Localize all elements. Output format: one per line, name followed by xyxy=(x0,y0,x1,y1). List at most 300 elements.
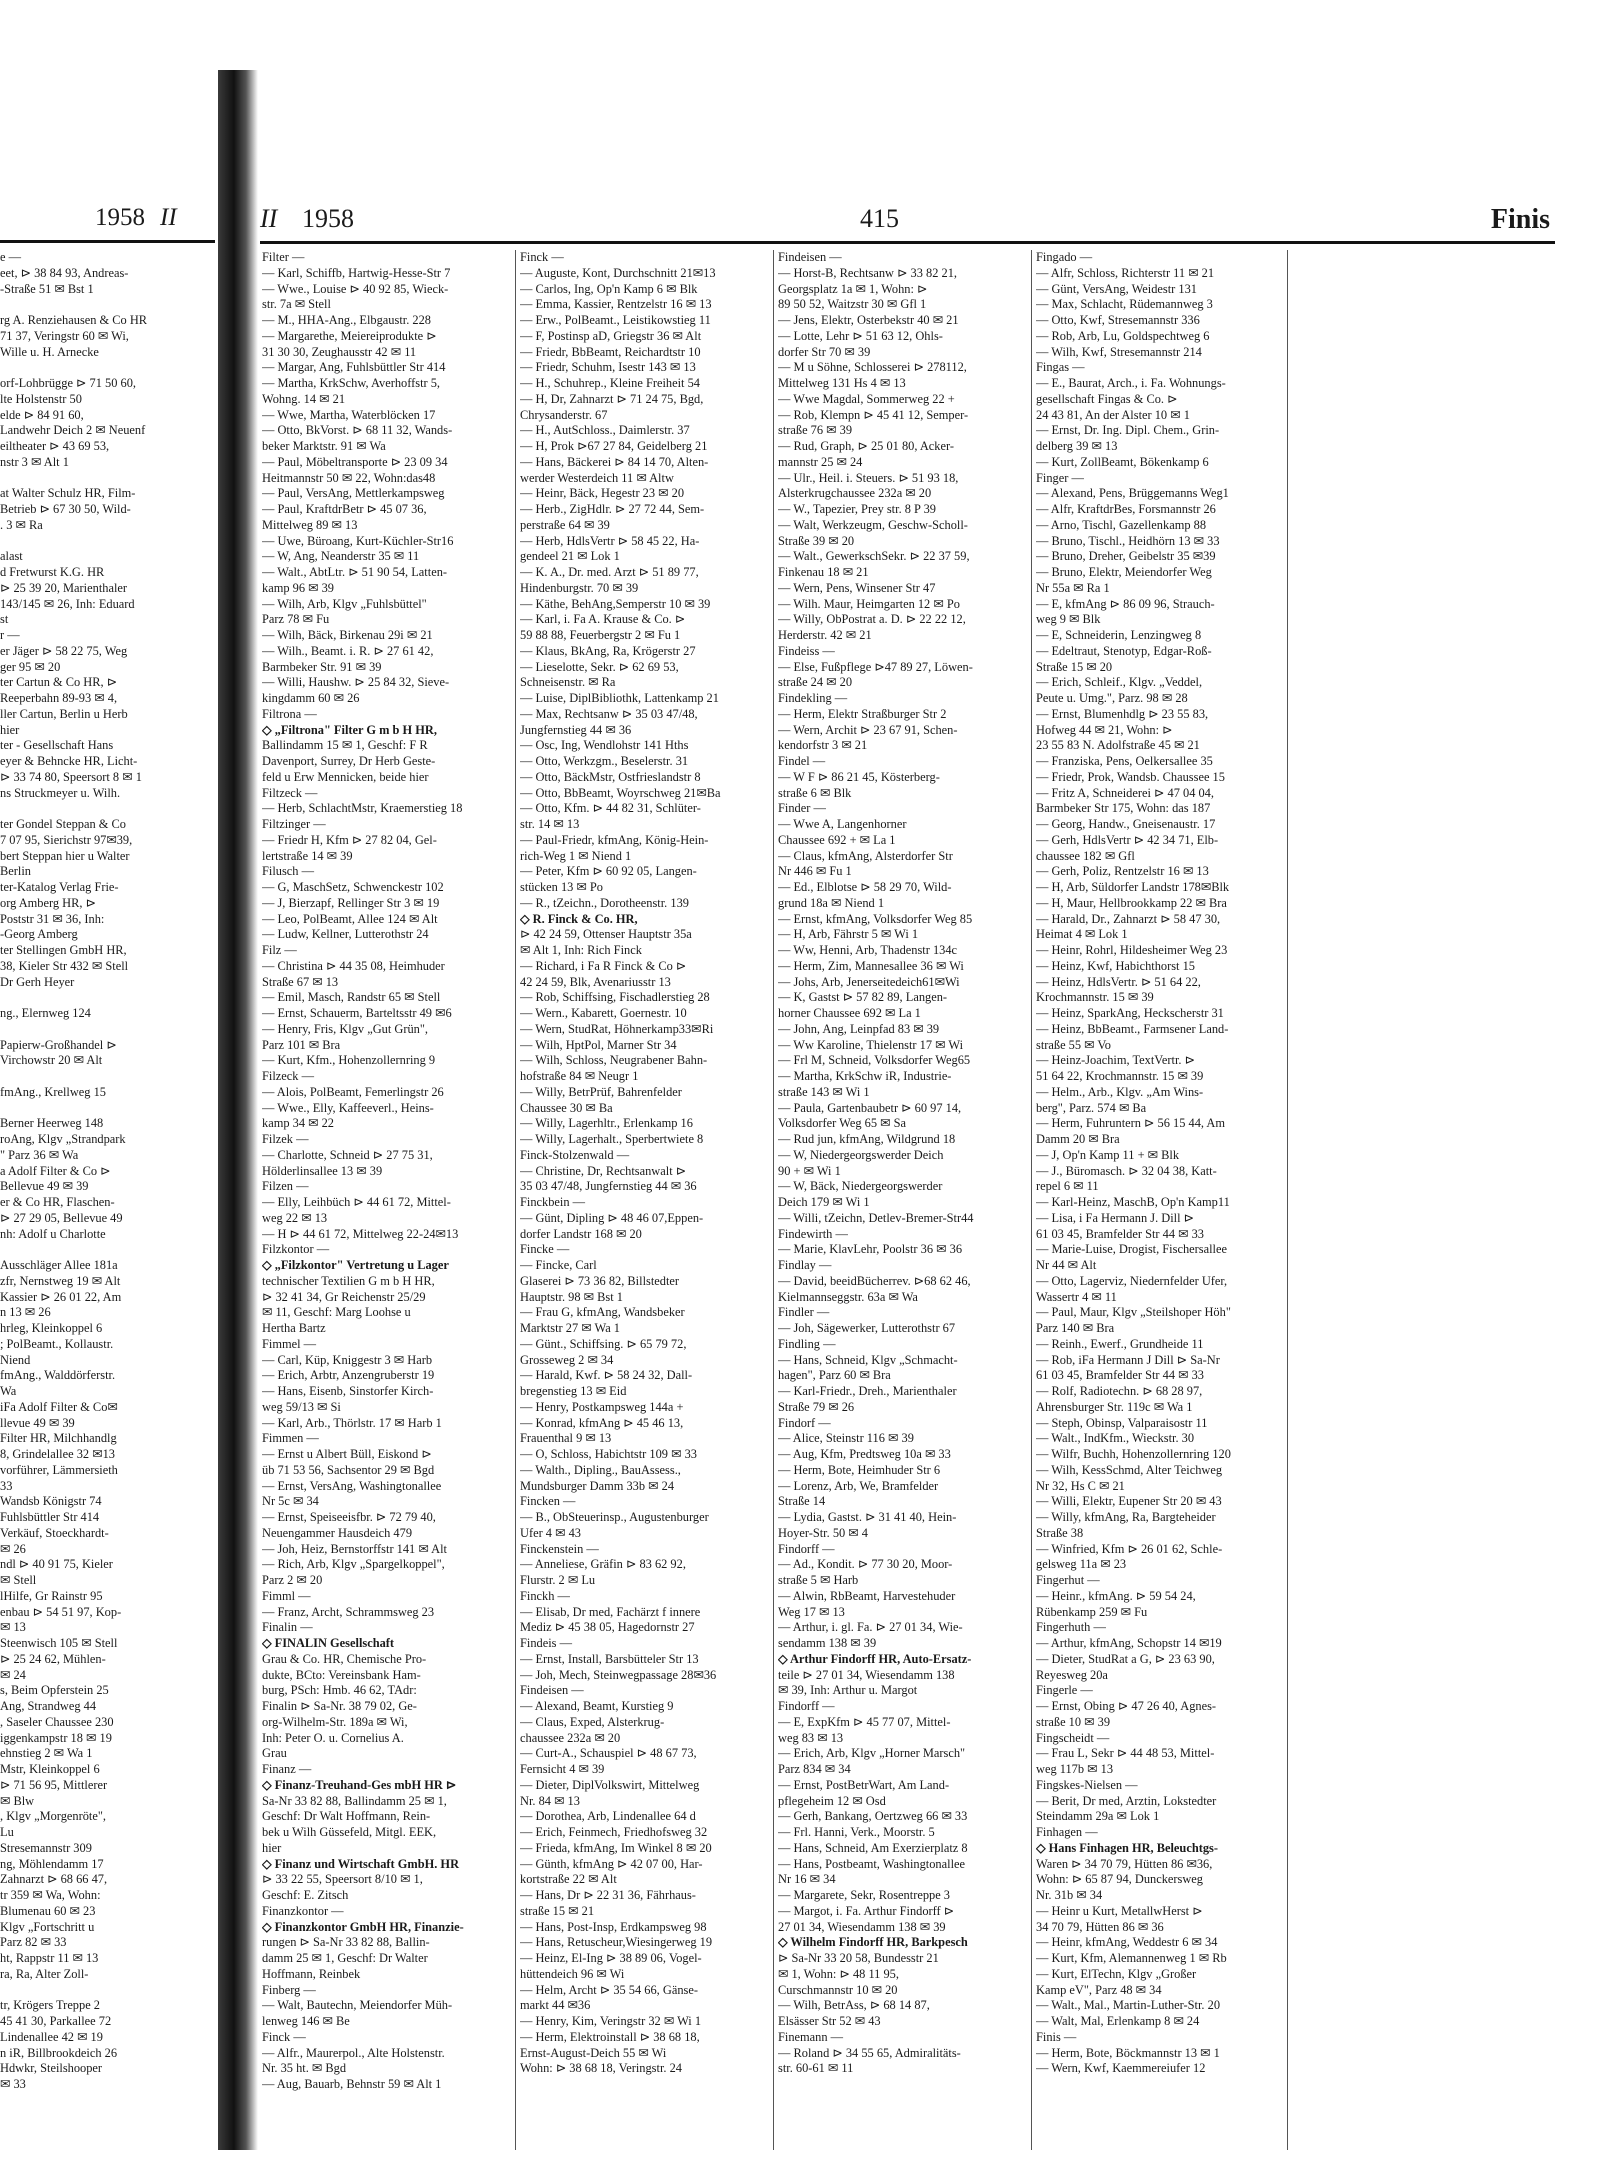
surname-heading: Fimmen — xyxy=(262,1431,319,1446)
directory-entry-line: — Auguste, Kont, Durchschnitt 21✉13 xyxy=(520,265,716,280)
left-page-line: Stresemannstr 309 xyxy=(0,1840,92,1855)
surname-heading: Findekling — xyxy=(778,691,848,705)
directory-entry-line: Herderstr. 42 ✉ 21 xyxy=(778,628,872,642)
directory-entry-line: — Ulr., Heil. i. Steuers. ⊳ 51 93 18, xyxy=(778,470,959,485)
left-page-line: Ang, Strandweg 44 xyxy=(0,1699,97,1713)
left-page-line: Lindenallee 42 ✉ 19 xyxy=(0,2029,103,2044)
directory-entry-line: Wohn: ⊳ 38 68 18, Veringstr. 24 xyxy=(520,2061,682,2076)
directory-entry-line: ◇ FINALIN Gesellschaft xyxy=(262,1636,395,1650)
directory-entry-line: — Wern, StudRat, Höhnerkamp33✉Ri xyxy=(520,1021,714,1036)
directory-entry-line: Hoffmann, Reinbek xyxy=(262,1966,361,1981)
directory-entry-line: rich-Weg 1 ✉ Niend 1 xyxy=(520,848,632,863)
left-page-line: ng, Möhlendamm 17 xyxy=(0,1856,104,1871)
left-page-line: ✉ 24 xyxy=(0,1667,26,1682)
left-page-line: Wille u. H. Arnecke xyxy=(0,344,99,359)
left-page-line: enbau ⊳ 54 51 97, Kop- xyxy=(0,1604,122,1619)
directory-entry-line: — Joh, Sägewerker, Lutterothstr 67 xyxy=(778,1321,956,1335)
directory-entry-line: — Max, Schlacht, Rüdemannweg 3 xyxy=(1036,297,1213,312)
directory-entry-line: Nr 5c ✉ 34 xyxy=(262,1494,319,1509)
left-page-line: tr 359 ✉ Wa, Wohn: xyxy=(0,1888,101,1902)
directory-entry-line: — H., AutSchloss., Daimlerstr. 37 xyxy=(520,423,690,438)
directory-entry-line: stücken 13 ✉ Po xyxy=(520,880,604,894)
directory-entry-line: weg 59/13 ✉ Si xyxy=(262,1399,341,1414)
left-page-line: Niend xyxy=(0,1352,31,1367)
directory-entry-line: — Martha, KrkSchw iR, Industrie- xyxy=(778,1069,952,1083)
directory-entry-line: — Alfr, KraftdrBes, Forsmannstr 26 xyxy=(1036,502,1216,516)
surname-heading: Filter — xyxy=(262,250,305,264)
directory-entry-line: Heimat 4 ✉ Lok 1 xyxy=(1036,927,1128,942)
directory-entry-line: lertstraße 14 ✉ 39 xyxy=(262,848,353,863)
directory-entry-line: Elsässer Str 52 ✉ 43 xyxy=(778,2014,881,2028)
left-page-line xyxy=(0,1983,215,1999)
directory-entry-line: ◇ „Filzkontor" Vertretung u Lager xyxy=(262,1258,449,1272)
directory-entry-line: — Frl M, Schneid, Volksdorfer Weg65 xyxy=(778,1053,971,1068)
directory-entry-line: — Alexand, Beamt, Kurstieg 9 xyxy=(520,1699,674,1713)
directory-entry-line: — Friedr, BbBeamt, Reichardtstr 10 xyxy=(520,344,701,359)
directory-entry-line: kingdamm 60 ✉ 26 xyxy=(262,691,360,705)
directory-entry-line: Flurstr. 2 ✉ Lu xyxy=(520,1573,596,1587)
directory-entry-line: — Otto, BkVorst. ⊳ 68 11 32, Wands- xyxy=(262,423,453,438)
left-page-line: ter-Katalog Verlag Frie- xyxy=(0,880,119,894)
left-page-line: ter Cartun & Co HR, ⊳ xyxy=(0,675,118,690)
directory-entry-line: — Herm, Elektroinstall ⊳ 38 68 18, xyxy=(520,2029,700,2044)
directory-entry-line: — Lydia, Gastst. ⊳ 31 41 40, Hein- xyxy=(778,1510,957,1524)
directory-entry-line: — Alfr, Schloss, Richterstr 11 ✉ 21 xyxy=(1036,265,1215,280)
directory-entry-line: üb 71 53 56, Sachsentor 29 ✉ Bgd xyxy=(262,1462,435,1477)
directory-entry-line: mannstr 25 ✉ 24 xyxy=(778,454,863,469)
left-page-line: Bellevue 49 ✉ 39 xyxy=(0,1179,89,1194)
directory-entry-line: — Wern, Archit ⊳ 23 67 91, Schen- xyxy=(778,722,958,737)
directory-entry-line: — Wern, Pens, Winsener Str 47 xyxy=(778,580,936,595)
directory-entry-line: — Rob, Schiffsing, Fischadlerstieg 28 xyxy=(520,990,710,1005)
surname-heading: Findlay — xyxy=(778,1258,832,1272)
directory-entry-line: Ufer 4 ✉ 43 xyxy=(520,1525,581,1540)
directory-entry-line: Nr 44 ✉ Alt xyxy=(1036,1258,1097,1272)
directory-entry-line: Parz 78 ✉ Fu xyxy=(262,612,330,627)
surname-heading: Filzek — xyxy=(262,1132,309,1146)
directory-entry-line: Mittelweg 131 Hs 4 ✉ 13 xyxy=(778,376,906,390)
directory-entry-line: — Wilh. Maur, Heimgarten 12 ✉ Po xyxy=(778,596,960,611)
surname-heading: Fingscheidt — xyxy=(1036,1730,1110,1745)
directory-entry-line: — Dorothea, Arb, Lindenallee 64 d xyxy=(520,1809,696,1824)
directory-entry-line: — H, Arb, Süldorfer Landstr 178✉Blk xyxy=(1036,880,1230,894)
directory-entry-line: — Ernst u Albert Büll, Eiskond ⊳ xyxy=(262,1447,432,1461)
directory-entry-line: 23 55 83 N. Adolfstraße 45 ✉ 21 xyxy=(1036,738,1200,753)
directory-entry-line: — Erich, Arbtr, Anzengruberstr 19 xyxy=(262,1368,435,1383)
directory-entry-line: — Ernst, VersAng, Washingtonallee xyxy=(262,1478,442,1493)
directory-entry-line: — Karl-Heinz, MaschB, Op'n Kamp11 xyxy=(1036,1195,1230,1209)
directory-entry-line: — Hans, Post-Insp, Erdkampsweg 98 xyxy=(520,1919,707,1934)
directory-entry-line: — Walt, Bautechn, Meiendorfer Müh- xyxy=(262,1998,453,2013)
directory-entry-line: Mittelweg 89 ✉ 13 xyxy=(262,517,358,532)
left-header-rule xyxy=(0,240,215,243)
directory-entry-line: Wohn: ⊳ 65 87 94, Dunckersweg xyxy=(1036,1872,1203,1887)
directory-entry-line: — Joh, Mech, Steinwegpassage 28✉36 xyxy=(520,1667,717,1682)
directory-column-3 xyxy=(778,250,1028,2077)
directory-entry-line: — Emma, Kassier, Rentzelstr 16 ✉ 13 xyxy=(520,297,712,312)
surname-heading: Filzeck — xyxy=(262,1069,314,1083)
directory-entry-line: Geschf: Dr Walt Hoffmann, Rein- xyxy=(262,1809,431,1824)
left-page-line: a Adolf Filter & Co ⊳ xyxy=(0,1163,111,1178)
directory-entry-line: ⊳ 32 41 34, Gr Reichenstr 25/29 xyxy=(262,1289,426,1304)
left-page-line: ✉ Stell xyxy=(0,1573,37,1587)
left-page-line: tr, Krögers Treppe 2 xyxy=(0,1998,100,2013)
directory-entry-line: — Willy, ObPostrat a. D. ⊳ 22 22 12, xyxy=(778,612,966,627)
directory-entry-line: — Willy, kfmAng, Ra, Bargteheider xyxy=(1036,1510,1216,1524)
left-page-line: er Jäger ⊳ 58 22 75, Weg xyxy=(0,643,128,658)
directory-entry-line: — Paula, Gartenbaubetr ⊳ 60 97 14, xyxy=(778,1100,962,1115)
directory-entry-line: — Georg, Handw., Gneisenaustr. 17 xyxy=(1036,817,1216,831)
directory-entry-line: werder Westerdeich 11 ✉ Altw xyxy=(520,470,674,485)
left-page-line: Filter HR, Milchhandlg xyxy=(0,1431,117,1446)
directory-entry-line: — W., Tapezier, Prey str. 8 P 39 xyxy=(778,502,936,516)
directory-entry-line: kamp 96 ✉ 39 xyxy=(262,580,334,595)
directory-entry-line: — Margot, i. Fa. Arthur Findorff ⊳ xyxy=(778,1903,955,1918)
left-page-line: Lu xyxy=(0,1825,14,1839)
directory-entry-line: — Wwe., Elly, Kaffeeverl., Heins- xyxy=(262,1100,434,1115)
left-page-line: ⊳ 71 56 95, Mittlerer xyxy=(0,1777,108,1792)
directory-entry-line: Nr 446 ✉ Fu 1 xyxy=(778,864,852,879)
left-page-line: Blumenau 60 ✉ 23 xyxy=(0,1903,96,1918)
left-page-line xyxy=(0,1101,215,1117)
directory-entry-line: — Margar, Ang, Fuhlsbüttler Str 414 xyxy=(262,360,446,375)
directory-entry-line: straße 76 ✉ 39 xyxy=(778,423,853,438)
directory-entry-line: 59 88 88, Feuerbergstr 2 ✉ Fu 1 xyxy=(520,628,681,642)
surname-heading: Findeis — xyxy=(520,1636,572,1650)
surname-heading: Fingskes-Nielsen — xyxy=(1036,1777,1138,1792)
directory-entry-line: — Walt, Mal, Erlenkamp 8 ✉ 24 xyxy=(1036,2014,1200,2028)
left-page-header xyxy=(0,200,215,240)
directory-entry-line: — Wwe., Louise ⊳ 40 92 85, Wieck- xyxy=(262,281,449,296)
left-page-line: ✉ 13 xyxy=(0,1620,26,1635)
directory-entry-line: Glaserei ⊳ 73 36 82, Billstedter xyxy=(520,1273,680,1288)
directory-entry-line: — Curt-A., Schauspiel ⊳ 48 67 73, xyxy=(520,1746,697,1761)
left-page-line xyxy=(0,297,215,313)
left-page-line: elde ⊳ 84 91 60, xyxy=(0,407,84,422)
directory-entry-line: delberg 39 ✉ 13 xyxy=(1036,439,1118,453)
directory-entry-line: straße 10 ✉ 39 xyxy=(1036,1714,1111,1729)
directory-entry-line: 61 03 45, Bramfelder Str 44 ✉ 33 xyxy=(1036,1226,1204,1241)
directory-entry-line: lenweg 146 ✉ Be xyxy=(262,2014,350,2028)
directory-entry-line: — Friedr H, Kfm ⊳ 27 82 04, Gel- xyxy=(262,832,437,847)
directory-entry-line: — Heinz, SparkAng, Heckscherstr 31 xyxy=(1036,1006,1224,1020)
directory-entry-line: — Gerh, Poliz, Rentzelstr 16 ✉ 13 xyxy=(1036,864,1209,879)
directory-entry-line: — Rob, iFa Hermann J Dill ⊳ Sa-Nr xyxy=(1036,1352,1220,1367)
surname-heading: Findorff — xyxy=(778,1699,835,1713)
surname-heading: Fingerhuth — xyxy=(1036,1620,1106,1635)
left-page-line: Parz 82 ✉ 33 xyxy=(0,1935,67,1950)
column-divider xyxy=(1031,250,1032,2150)
left-page-line: Fuhlsbüttler Str 414 xyxy=(0,1510,100,1524)
directory-entry-line: burg, PSch: Hmb. 46 62, TAdr: xyxy=(262,1683,417,1698)
directory-entry-line: hüttendeich 96 ✉ Wi xyxy=(520,1966,625,1981)
directory-entry-line: — Luise, DiplBibliothk, Lattenkamp 21 xyxy=(520,691,719,705)
surname-heading: Findorf — xyxy=(778,1415,831,1430)
directory-entry-line: — Rolf, Radiotechn. ⊳ 68 28 97, xyxy=(1036,1384,1203,1398)
directory-entry-line: — Kurt, ZollBeamt, Bökenkamp 6 xyxy=(1036,454,1209,469)
directory-entry-line: — Wern, Kwf, Kaemmereiufer 12 xyxy=(1036,2061,1206,2076)
left-page-line: 45 41 30, Parkallee 72 xyxy=(0,2014,112,2028)
directory-entry-line: Nr. 84 ✉ 13 xyxy=(520,1793,580,1808)
directory-entry-line: horner Chaussee 692 ✉ La 1 xyxy=(778,1006,921,1020)
directory-entry-line: Georgsplatz 1a ✉ 1, Wohn: ⊳ xyxy=(778,281,928,296)
left-page-line: hier xyxy=(0,722,20,737)
directory-entry-line: — Käthe, BehAng,Semperstr 10 ✉ 39 xyxy=(520,596,711,611)
directory-entry-line: — Otto, Werkzgm., Beselerstr. 31 xyxy=(520,754,689,768)
directory-entry-line: Hindenburgstr. 70 ✉ 39 xyxy=(520,580,639,595)
directory-entry-line: — K, Gastst ⊳ 57 82 89, Langen- xyxy=(778,990,948,1005)
surname-heading: Filtzinger — xyxy=(262,817,326,831)
surname-heading: Findeiss — xyxy=(778,643,835,658)
book-gutter xyxy=(218,70,258,2150)
directory-entry-line: — Steph, Obinsp, Valparaisostr 11 xyxy=(1036,1415,1208,1430)
directory-entry-line: ◇ „Filtrona" Filter G m b H HR, xyxy=(262,722,437,737)
directory-entry-line: — Walt., Mal., Martin-Luther-Str. 20 xyxy=(1036,1998,1221,2013)
surname-heading: Findorff — xyxy=(778,1541,835,1556)
left-page-line: ter Gondel Steppan & Co xyxy=(0,817,126,831)
directory-entry-line: dorfer Landstr 168 ✉ 20 xyxy=(520,1226,642,1241)
directory-entry-line: beker Marktstr. 91 ✉ Wa xyxy=(262,439,386,453)
directory-entry-line: Grau & Co. HR, Chemische Pro- xyxy=(262,1651,427,1666)
directory-entry-line: — Edeltraut, Stenotyp, Edgar-Roß- xyxy=(1036,643,1212,658)
directory-entry-line: — Karl, i. Fa A. Krause & Co. ⊳ xyxy=(520,612,686,627)
directory-entry-line: ◇ Finanz-Treuhand-Ges mbH HR ⊳ xyxy=(262,1777,457,1792)
directory-entry-line: straße 15 ✉ 21 xyxy=(520,1903,595,1918)
directory-entry-line: — Heinz, Kwf, Habichthorst 15 xyxy=(1036,958,1195,973)
directory-entry-line: — Leo, PolBeamt, Allee 124 ✉ Alt xyxy=(262,911,438,926)
directory-entry-line: — Rud, Graph, ⊳ 25 01 80, Acker- xyxy=(778,439,955,453)
directory-entry-line: Heitmannstr 50 ✉ 22, Wohn:das48 xyxy=(262,470,436,485)
directory-entry-line: Ballindamm 15 ✉ 1, Geschf: F R xyxy=(262,738,428,753)
directory-entry-line: Alsterkrugchaussee 232a ✉ 20 xyxy=(778,486,932,501)
directory-entry-line: — Ernst, Obing ⊳ 47 26 40, Agnes- xyxy=(1036,1699,1217,1713)
directory-entry-line: Krochmannstr. 15 ✉ 39 xyxy=(1036,990,1154,1005)
directory-column-1 xyxy=(262,250,512,2093)
directory-entry-line: Rübenkamp 259 ✉ Fu xyxy=(1036,1604,1148,1619)
left-page-line: er & Co HR, Flaschen- xyxy=(0,1195,115,1209)
directory-entry-line: — Carlos, Ing, Op'n Kamp 6 ✉ Blk xyxy=(520,281,698,296)
directory-entry-line: — Reinh., Ewerf., Grundheide 11 xyxy=(1036,1336,1204,1351)
left-page-line: llevue 49 ✉ 39 xyxy=(0,1415,75,1430)
directory-entry-line: — Herb, SchlachtMstr, Kraemerstieg 18 xyxy=(262,801,463,816)
surname-heading: Finalin — xyxy=(262,1620,313,1635)
directory-entry-line: — M u Söhne, Schlosserei ⊳ 278112, xyxy=(778,360,967,375)
directory-entry-line: — Paul, KraftdrBetr ⊳ 45 07 36, xyxy=(262,502,427,516)
directory-entry-line: — Henry, Kim, Veringstr 32 ✉ Wi 1 xyxy=(520,2014,702,2028)
directory-entry-line: markt 44 ✉36 xyxy=(520,1998,591,2013)
directory-entry-line: Parz 834 ✉ 34 xyxy=(778,1762,851,1776)
directory-entry-line: — Kurt, ElTechn, Klgv „Großer xyxy=(1036,1966,1197,1981)
directory-entry-line: — J., Büromasch. ⊳ 32 04 38, Katt- xyxy=(1036,1163,1217,1178)
directory-entry-line: dorfer Str 70 ✉ 39 xyxy=(778,344,871,359)
directory-entry-line: — Wilh, BetrAss, ⊳ 68 14 87, xyxy=(778,1998,930,2013)
directory-entry-line: — Kurt, Kfm, Alemannenweg 1 ✉ Rb xyxy=(1036,1951,1227,1965)
left-page-column xyxy=(0,250,215,2093)
directory-entry-line: — Herb, HdlsVertr ⊳ 58 45 22, Ha- xyxy=(520,533,700,548)
directory-entry-line: — H, Arb, Fährstr 5 ✉ Wi 1 xyxy=(778,927,919,942)
directory-entry-line: — Bruno, Elektr, Meiendorfer Weg xyxy=(1036,565,1212,579)
left-page-line: iggenkampstr 18 ✉ 19 xyxy=(0,1730,112,1745)
directory-entry-line: — Ernst, Dr. Ing. Dipl. Chem., Grin- xyxy=(1036,423,1220,438)
directory-entry-line: — Otto, BäckMstr, Ostfrieslandstr 8 xyxy=(520,769,701,784)
directory-entry-line: ⊳ 33 22 55, Speersort 8/10 ✉ 1, xyxy=(262,1872,423,1887)
directory-entry-line: Chaussee 30 ✉ Ba xyxy=(520,1100,613,1115)
directory-entry-line: 27 01 34, Wiesendamm 138 ✉ 39 xyxy=(778,1919,946,1934)
directory-entry-line: straße 6 ✉ Blk xyxy=(778,785,852,800)
left-page-line: lHilfe, Gr Rainstr 95 xyxy=(0,1588,103,1603)
directory-entry-line: 51 64 22, Krochmannstr. 15 ✉ 39 xyxy=(1036,1069,1204,1083)
directory-entry-line: — W, Bäck, Niedergeorgswerder xyxy=(778,1179,943,1194)
surname-heading: Filz — xyxy=(262,943,297,957)
directory-entry-line: — Alice, Steinstr 116 ✉ 39 xyxy=(778,1431,914,1446)
directory-entry-line: Straße 14 xyxy=(778,1494,826,1509)
directory-entry-line: Nr. 31b ✉ 34 xyxy=(1036,1888,1103,1902)
directory-entry-line: — Fincke, Carl xyxy=(520,1258,597,1272)
directory-entry-line: Mundsburger Damm 33b ✉ 24 xyxy=(520,1478,675,1493)
directory-entry-line: Curschmannstr 10 ✉ 20 xyxy=(778,1982,898,1997)
directory-entry-line: — Harald, Kwf. ⊳ 58 24 32, Dall- xyxy=(520,1368,693,1383)
directory-entry-line: Finalin ⊳ Sa-Nr. 38 79 02, Ge- xyxy=(262,1699,417,1713)
directory-entry-line: — Marie-Luise, Drogist, Fischersallee xyxy=(1036,1242,1227,1257)
surname-heading: Findewirth — xyxy=(778,1226,848,1241)
directory-entry-line: kamp 34 ✉ 22 xyxy=(262,1116,334,1131)
directory-entry-line: — Heinr, Bäck, Hegestr 23 ✉ 20 xyxy=(520,486,685,501)
page-number: 415 xyxy=(860,204,899,233)
directory-entry-line: str. 14 ✉ 13 xyxy=(520,817,580,831)
directory-entry-line: bek u Wilh Güssefeld, Mitgl. EEK, xyxy=(262,1825,437,1839)
directory-entry-line: — Gerh, Bankang, Oertzweg 66 ✉ 33 xyxy=(778,1809,968,1824)
surname-heading: Fincken — xyxy=(520,1494,576,1509)
directory-entry-line: — Ernst, Install, Barsbütteler Str 13 xyxy=(520,1651,699,1666)
directory-entry-line: Straße 15 ✉ 20 xyxy=(1036,659,1113,674)
page-header xyxy=(260,200,1560,240)
directory-entry-line: Wassertr 4 ✉ 11 xyxy=(1036,1289,1117,1304)
left-page-line: fmAng., Walddörferstr. xyxy=(0,1368,116,1383)
surname-heading: Findler — xyxy=(778,1305,830,1320)
directory-entry-line: — Heinz, El-Ing ⊳ 38 89 06, Vogel- xyxy=(520,1951,702,1965)
directory-entry-line: ◇ R. Finck & Co. HR, xyxy=(520,911,638,926)
directory-entry-line: — Erw., PolBeamt., Leistikowstieg 11 xyxy=(520,313,711,327)
directory-entry-line: — Arthur, i. gl. Fa. ⊳ 27 01 34, Wie- xyxy=(778,1620,963,1635)
directory-entry-line: Jungfernstieg 44 ✉ 36 xyxy=(520,722,632,737)
directory-entry-line: — Willi, tZeichn, Detlev-Bremer-Str44 xyxy=(778,1210,974,1225)
directory-entry-line: Parz 140 ✉ Bra xyxy=(1036,1321,1115,1335)
directory-entry-line: — Herm, Elektr Straßburger Str 2 xyxy=(778,706,947,721)
directory-entry-line: org-Wilhelm-Str. 189a ✉ Wi, xyxy=(262,1714,408,1729)
directory-entry-line: — Roland ⊳ 34 55 65, Admiralitäts- xyxy=(778,2045,961,2060)
directory-entry-line: — K. A., Dr. med. Arzt ⊳ 51 89 77, xyxy=(520,565,699,579)
directory-entry-line: Weg 17 ✉ 13 xyxy=(778,1604,845,1619)
left-page-line: r — xyxy=(0,628,20,642)
surname-heading: Findeisen — xyxy=(778,250,842,264)
directory-entry-line: — Klaus, BkAng, Ra, Krögerstr 27 xyxy=(520,643,696,658)
surname-heading: Filzen — xyxy=(262,1179,309,1194)
left-page-line xyxy=(0,360,215,376)
directory-entry-line: Inh: Peter O. u. Cornelius A. xyxy=(262,1730,404,1745)
directory-entry-line: — Berit, Dr med, Arztin, Lokstedter xyxy=(1036,1793,1217,1808)
directory-entry-line: — Wern., Kabarett, Goernestr. 10 xyxy=(520,1006,687,1020)
directory-entry-line: gendeel 21 ✉ Lok 1 xyxy=(520,549,620,564)
directory-entry-line: — Joh, Heiz, Bernstorffstr 141 ✉ Alt xyxy=(262,1541,447,1556)
left-page-line: Virchowstr 20 ✉ Alt xyxy=(0,1053,103,1068)
header-rule xyxy=(260,241,1555,244)
directory-entry-line: — Hans, Schneid, Klgv „Schmacht- xyxy=(778,1352,958,1367)
directory-entry-line: — Herm, Bote, Böckmannstr 13 ✉ 1 xyxy=(1036,2045,1220,2060)
directory-entry-line: — Ernst, Speiseeisfbr. ⊳ 72 79 40, xyxy=(262,1510,436,1524)
surname-heading: Filusch — xyxy=(262,864,314,879)
directory-entry-line: — Aug, Bauarb, Behnstr 59 ✉ Alt 1 xyxy=(262,2077,442,2091)
directory-entry-line: — Herm, Bote, Heimhuder Str 6 xyxy=(778,1462,941,1477)
directory-entry-line: — Franziska, Pens, Oelkersallee 35 xyxy=(1036,754,1213,768)
column-divider xyxy=(773,250,774,2150)
directory-entry-line: weg 117b ✉ 13 xyxy=(1036,1762,1114,1776)
directory-entry-line: kortstraße 22 ✉ Alt xyxy=(520,1872,617,1887)
left-page-line: ehnstieg 2 ✉ Wa 1 xyxy=(0,1746,93,1761)
left-page-line xyxy=(0,801,215,817)
directory-entry-line: — Rob, Arb, Lu, Goldspechtweg 6 xyxy=(1036,328,1210,343)
directory-entry-line: Damm 20 ✉ Bra xyxy=(1036,1132,1120,1146)
directory-entry-line: — Alfr., Maurerpol., Alte Holstenstr. xyxy=(262,2045,445,2060)
directory-entry-line: — E, ExpKfm ⊳ 45 77 07, Mittel- xyxy=(778,1714,951,1729)
directory-entry-line: — Ludw, Kellner, Lutterothstr 24 xyxy=(262,927,429,942)
directory-entry-line: — J, Bierzapf, Rellinger Str 3 ✉ 19 xyxy=(262,895,440,910)
directory-entry-line: kendorfstr 3 ✉ 21 xyxy=(778,738,868,753)
directory-entry-line: — Friedr, Prok, Wandsb. Chaussee 15 xyxy=(1036,769,1225,784)
left-page-line xyxy=(0,1242,215,1258)
surname-heading: Finanzkontor — xyxy=(262,1903,344,1918)
directory-entry-line: — Ernst, Blumenhdlg ⊳ 23 55 83, xyxy=(1036,706,1209,721)
directory-entry-line: — Christina ⊳ 44 35 08, Heimhuder xyxy=(262,958,445,973)
directory-entry-line: ◇ Arthur Findorff HR, Auto-Ersatz- xyxy=(778,1651,972,1666)
directory-entry-line: repel 6 ✉ 11 xyxy=(1036,1179,1099,1194)
surname-heading: Findeisen — xyxy=(520,1683,584,1698)
directory-entry-line: Sa-Nr 33 82 88, Ballindamm 25 ✉ 1, xyxy=(262,1793,447,1808)
directory-entry-line: Deich 179 ✉ Wi 1 xyxy=(778,1195,870,1209)
directory-entry-line: — Elly, Leihbüch ⊳ 44 61 72, Mittel- xyxy=(262,1195,451,1209)
directory-entry-line: — Richard, i Fa R Finck & Co ⊳ xyxy=(520,958,687,973)
left-page-line: ns Struckmeyer u. Wilh. xyxy=(0,785,121,800)
directory-entry-line: bregenstieg 13 ✉ Eid xyxy=(520,1384,627,1398)
directory-entry-line: — Wilh., Beamt. i. R. ⊳ 27 61 42, xyxy=(262,643,434,658)
directory-entry-line: — Karl, Arb., Thörlstr. 17 ✉ Harb 1 xyxy=(262,1415,442,1430)
directory-entry-line: — Horst-B, Rechtsanw ⊳ 33 82 21, xyxy=(778,265,958,280)
surname-heading: Fimml — xyxy=(262,1588,311,1603)
directory-entry-line: — Willy, BetrPrüf, Bahrenfelder xyxy=(520,1084,682,1099)
directory-entry-line: Steindamm 29a ✉ Lok 1 xyxy=(1036,1809,1160,1824)
directory-entry-line: — Helm, Archt ⊳ 35 54 66, Gänse- xyxy=(520,1982,698,1997)
directory-entry-line: — Heinr, kfmAng, Weddestr 6 ✉ 34 xyxy=(1036,1935,1218,1950)
left-page-line: 7 07 95, Sierichstr 97✉39, xyxy=(0,832,133,847)
directory-entry-line: — Wilh, Arb, Klgv „Fuhlsbüttel" xyxy=(262,596,427,611)
directory-entry-line: — Else, Fußpflege ⊳47 89 27, Löwen- xyxy=(778,659,973,674)
directory-entry-line: 24 43 81, An der Alster 10 ✉ 1 xyxy=(1036,407,1190,422)
surname-heading: Finck — xyxy=(520,250,564,264)
directory-entry-line: — Franz, Archt, Schrammsweg 23 xyxy=(262,1604,435,1619)
directory-entry-line: technischer Textilien G m b H HR, xyxy=(262,1273,435,1288)
directory-entry-line: — Günt, Dipling ⊳ 48 46 07,Eppen- xyxy=(520,1210,704,1225)
left-page-line: nstr 3 ✉ Alt 1 xyxy=(0,454,69,469)
left-page-line: . 3 ✉ Ra xyxy=(0,517,43,532)
directory-entry-line: Barmbeker Str 175, Wohn: das 187 xyxy=(1036,801,1211,816)
left-page-line: vorführer, Lämmersieth xyxy=(0,1462,118,1477)
directory-entry-line: — Ernst, Schauerm, Barteltsstr 49 ✉6 xyxy=(262,1006,452,1020)
left-page-line: alast xyxy=(0,549,23,564)
directory-entry-line: — Claus, Exped, Alsterkrug- xyxy=(520,1714,665,1729)
directory-entry-line: — Heinz-Joachim, TextVertr. ⊳ xyxy=(1036,1053,1195,1068)
directory-entry-line: — Wilh, Bäck, Birkenau 29i ✉ 21 xyxy=(262,628,433,642)
directory-entry-line: — Erich, Arb, Klgv „Horner Marsch" xyxy=(778,1746,966,1761)
directory-entry-line: damm 25 ✉ 1, Geschf: Dr Walter xyxy=(262,1951,428,1965)
